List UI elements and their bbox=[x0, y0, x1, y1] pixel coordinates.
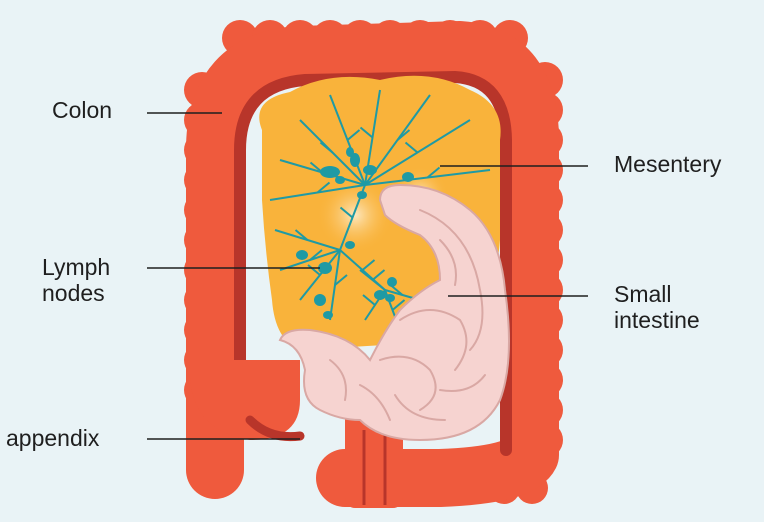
label-small-intestine bbox=[614, 281, 700, 333]
label-lymph-nodes-line2: nodes bbox=[42, 280, 105, 306]
label-appendix: appendix bbox=[6, 425, 100, 451]
label-lymph-nodes bbox=[42, 254, 110, 306]
label-mesentery: Mesentery bbox=[614, 151, 722, 177]
label-lymph-nodes-line1: Lymph bbox=[42, 254, 111, 280]
label-small-intestine-line2: intestine bbox=[614, 307, 700, 333]
label-small-intestine-line1: Small bbox=[614, 281, 672, 307]
label-colon: Colon bbox=[52, 97, 113, 123]
